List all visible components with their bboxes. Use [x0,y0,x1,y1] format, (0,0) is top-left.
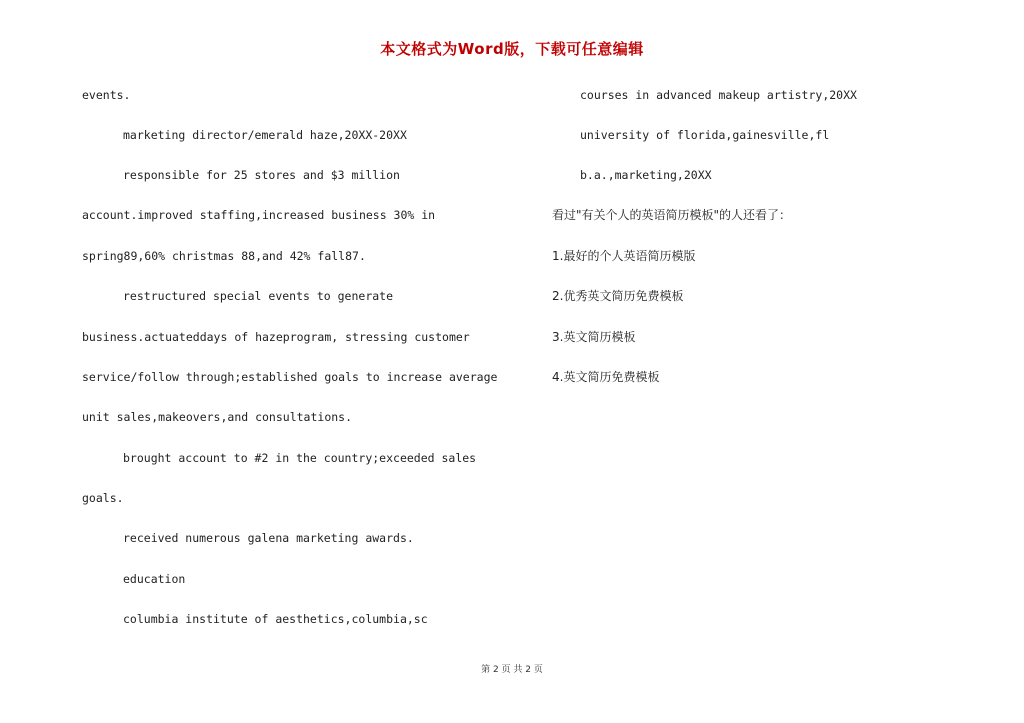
text-line: unit sales,makeovers,and consultations. [82,410,353,424]
related-heading: 看过"有关个人的英语简历模板"的人还看了： [552,208,792,222]
text-line: university of florida,gainesville,fl [580,128,830,142]
text-line: business.actuateddays of hazeprogram, stressing customer [82,330,470,344]
text-line: service/follow through;established goals to increase average [82,370,498,384]
text-line: restructured special events to generate [123,289,394,303]
text-line: education [123,572,186,586]
text-line: brought account to #2 in the country;exceeded sales [123,451,477,465]
related-link[interactable]: 4.英文简历免费模板 [552,370,660,384]
text-line: marketing director/emerald haze,20XX-20XX [123,128,407,142]
text-line: b.a.,marketing,20XX [580,168,712,182]
related-link[interactable]: 1.最好的个人英语简历模版 [552,249,696,263]
page-number: 第 2 页 共 2 页 [481,665,543,675]
text-line: courses in advanced makeup artistry,20XX [580,88,857,102]
related-link[interactable]: 2.优秀英文简历免费模板 [552,289,684,303]
text-line: spring89,60% christmas 88,and 42% fall87. [82,249,366,263]
text-line: received numerous galena marketing awards. [123,531,414,545]
document-header: 本文格式为Word版，下载可任意编辑 [380,40,644,58]
text-line: events. [82,88,131,102]
text-line: goals. [82,491,124,505]
text-line: responsible for 25 stores and $3 million [123,168,400,182]
text-line: account.improved staffing,increased business 30% in [82,208,436,222]
related-link[interactable]: 3.英文简历模板 [552,330,636,344]
text-line: columbia institute of aesthetics,columbia,sc [123,612,428,626]
